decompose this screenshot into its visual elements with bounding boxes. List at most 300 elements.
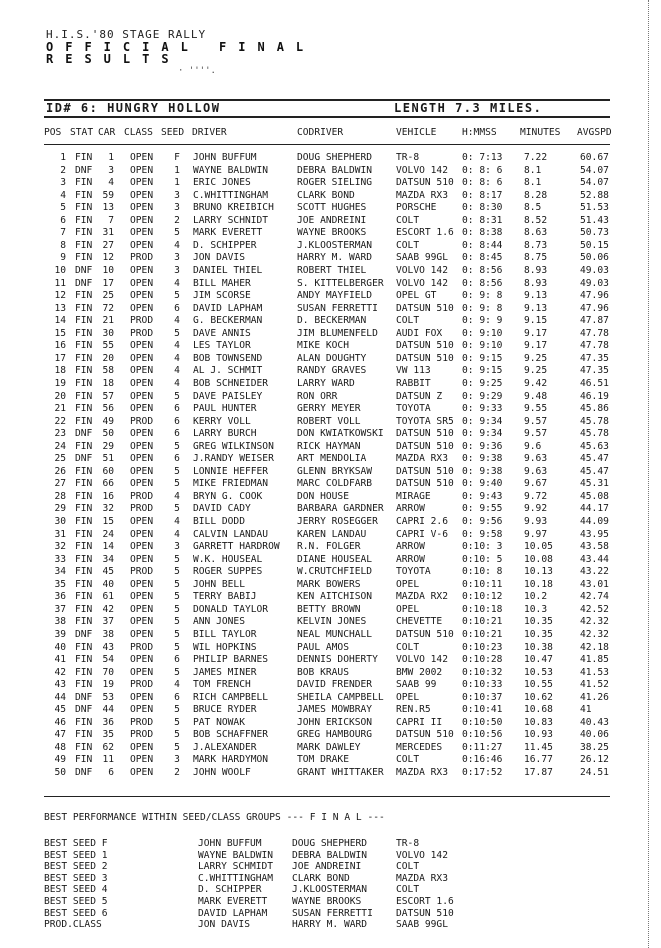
cell-driver: JIM SCORSE (193, 290, 251, 302)
cell-codriver: DIANE HOUSEAL (297, 553, 373, 565)
cell-vehicle: CAPRI II (396, 716, 443, 728)
cell-pos: 4 (60, 189, 66, 201)
cell-status: FIN (75, 528, 93, 540)
cell-avg-speed: 50.15 (580, 239, 609, 251)
cell-minutes: 9.63 (524, 465, 548, 477)
best-driver: D. SCHIPPER (198, 884, 262, 896)
cell-seed: 3 (174, 252, 180, 264)
cell-status: FIN (75, 566, 93, 578)
cell-codriver: BETTY BROWN (297, 603, 361, 615)
cell-codriver: D. BECKERMAN (297, 315, 367, 327)
cell-class: OPEN (130, 754, 154, 766)
best-performance-title: BEST PERFORMANCE WITHIN SEED/CLASS GROUPS --- F I N A L --- (44, 812, 385, 823)
cell-avg-speed: 43.95 (580, 528, 609, 540)
cell-status: FIN (75, 352, 93, 364)
cell-car-number: 61 (102, 591, 114, 603)
cell-time: 0: 9:58 (462, 528, 503, 540)
cell-minutes: 10.05 (524, 541, 553, 552)
cell-time: 0: 9:38 (462, 465, 503, 477)
cell-pos: 11 (54, 277, 66, 289)
cell-avg-speed: 51.43 (580, 214, 609, 226)
cell-minutes: 9.57 (524, 428, 548, 440)
best-row (0, 850, 661, 861)
cell-time: 0:10: 8 (462, 566, 503, 578)
cell-car-number: 43 (102, 641, 114, 653)
cell-vehicle: COLT (396, 641, 420, 653)
table-row (0, 579, 661, 591)
cell-seed: 5 (174, 478, 180, 490)
cell-avg-speed: 45.47 (580, 465, 609, 477)
best-row (0, 873, 661, 884)
cell-car-number: 50 (102, 428, 114, 440)
cell-vehicle: MAZDA RX3 (396, 767, 448, 778)
cell-pos: 24 (54, 440, 66, 452)
cell-avg-speed: 43.58 (580, 541, 609, 552)
cell-car-number: 14 (102, 541, 114, 552)
cell-seed: F (174, 152, 180, 163)
cell-class: OPEN (130, 264, 154, 276)
cell-pos: 33 (54, 553, 66, 565)
cell-avg-speed: 51.53 (580, 202, 609, 214)
cell-vehicle: OPEL (396, 578, 420, 590)
cell-status: FIN (75, 340, 93, 352)
cell-minutes: 9.55 (524, 403, 548, 414)
cell-minutes: 9.72 (524, 490, 548, 502)
cell-seed: 1 (174, 177, 180, 189)
cell-vehicle: ARROW (396, 553, 425, 565)
cell-codriver: BOB KRAUS (297, 666, 349, 678)
cell-status: FIN (75, 666, 93, 678)
cell-status: DNF (75, 164, 93, 176)
cell-driver: WIL HOPKINS (193, 641, 257, 653)
table-row (0, 704, 661, 716)
table-row (0, 654, 661, 666)
cell-minutes: 9.63 (524, 453, 548, 465)
cell-class: OPEN (130, 553, 154, 565)
cell-codriver: S. KITTELBERGER (297, 277, 384, 289)
cell-codriver: DEBRA BALDWIN (297, 164, 373, 176)
cell-seed: 5 (174, 465, 180, 477)
cell-driver: DAVE PAISLEY (193, 390, 263, 402)
cell-minutes: 10.83 (524, 716, 553, 728)
cell-pos: 30 (54, 516, 66, 527)
cell-car-number: 53 (102, 691, 114, 703)
cell-time: 0: 9:15 (462, 352, 503, 364)
cell-time: 0: 8:45 (462, 252, 503, 264)
cell-status: FIN (75, 415, 93, 427)
cell-seed: 5 (174, 616, 180, 628)
cell-car-number: 18 (102, 377, 114, 389)
cell-time: 0:11:27 (462, 741, 503, 753)
best-vehicle: MAZDA RX3 (396, 872, 448, 884)
cell-vehicle: VOLVO 142 (396, 264, 448, 276)
cell-minutes: 9.93 (524, 516, 548, 527)
cell-minutes: 10.3 (524, 603, 548, 615)
table-row (0, 679, 661, 691)
cell-minutes: 9.6 (524, 440, 542, 452)
cell-car-number: 70 (102, 666, 114, 678)
cell-minutes: 10.93 (524, 729, 553, 741)
cell-status: FIN (75, 679, 93, 691)
cell-pos: 22 (54, 415, 66, 427)
cell-avg-speed: 42.18 (580, 641, 609, 653)
cell-class: OPEN (130, 189, 154, 201)
cell-time: 0:10:23 (462, 641, 503, 653)
cell-pos: 32 (54, 541, 66, 552)
best-row (0, 896, 661, 907)
cell-time: 0: 9:38 (462, 453, 503, 465)
cell-car-number: 31 (102, 227, 114, 239)
cell-time: 0:17:52 (462, 767, 503, 778)
best-driver: JON DAVIS (198, 919, 250, 931)
best-codriver: WAYNE BROOKS (292, 896, 362, 907)
cell-avg-speed: 42.32 (580, 628, 609, 640)
cell-codriver: PAUL AMOS (297, 641, 349, 653)
cell-pos: 44 (54, 691, 66, 703)
cell-vehicle: COLT (396, 214, 420, 226)
cell-pos: 28 (54, 490, 66, 502)
cell-vehicle: DATSUN 510 (396, 478, 454, 490)
table-row (0, 503, 661, 515)
cell-status: FIN (75, 729, 93, 741)
cell-avg-speed: 40.43 (580, 716, 609, 728)
cell-car-number: 40 (102, 578, 114, 590)
cell-time: 0: 8:31 (462, 214, 503, 226)
cell-class: OPEN (130, 654, 154, 665)
cell-minutes: 10.18 (524, 578, 553, 590)
cell-class: OPEN (130, 591, 154, 603)
cell-codriver: CLARK BOND (297, 189, 355, 201)
cell-class: OPEN (130, 214, 154, 226)
cell-minutes: 8.93 (524, 277, 548, 289)
cell-minutes: 9.57 (524, 415, 548, 427)
cell-avg-speed: 26.12 (580, 754, 609, 766)
cell-minutes: 10.08 (524, 553, 553, 565)
cell-seed: 4 (174, 516, 180, 527)
cell-status: DNF (75, 691, 93, 703)
cell-status: DNF (75, 704, 93, 716)
cell-status: FIN (75, 603, 93, 615)
cell-class: PROD (130, 566, 154, 578)
cell-time: 0:10:11 (462, 578, 503, 590)
cell-class: PROD (130, 252, 154, 264)
cell-vehicle: TOYOTA (396, 403, 431, 414)
cell-seed: 2 (174, 214, 180, 226)
cell-pos: 38 (54, 616, 66, 628)
cell-codriver: JAMES MOWBRAY (297, 704, 373, 716)
cell-codriver: NEAL MUNCHALL (297, 628, 373, 640)
cell-vehicle: OPEL (396, 691, 420, 703)
cell-avg-speed: 45.86 (580, 403, 609, 414)
cell-car-number: 11 (102, 754, 114, 766)
cell-seed: 4 (174, 239, 180, 251)
cell-driver: MARK HARDYMON (193, 754, 269, 766)
cell-class: OPEN (130, 578, 154, 590)
cell-vehicle: DATSUN 510 (396, 352, 454, 364)
cell-codriver: GRANT WHITTAKER (297, 767, 384, 778)
best-vehicle: VOLVO 142 (396, 849, 448, 861)
cell-minutes: 10.2 (524, 591, 548, 603)
table-row (0, 491, 661, 503)
cell-time: 0:10:56 (462, 729, 503, 741)
cell-car-number: 15 (102, 516, 114, 527)
cell-pos: 46 (54, 716, 66, 728)
cell-driver: ROGER SUPPES (193, 566, 263, 578)
table-row (0, 754, 661, 766)
cell-driver: D. SCHIPPER (193, 239, 257, 251)
cell-vehicle: ARROW (396, 503, 425, 515)
cell-avg-speed: 41.53 (580, 666, 609, 678)
cell-codriver: RON ORR (297, 390, 338, 402)
cell-codriver: SHEILA CAMPBELL (297, 691, 384, 703)
cell-time: 0:10:50 (462, 716, 503, 728)
cell-driver: BOB SCHNEIDER (193, 377, 269, 389)
cell-minutes: 9.25 (524, 352, 548, 364)
cell-minutes: 9.15 (524, 315, 548, 327)
cell-seed: 4 (174, 315, 180, 327)
cell-car-number: 32 (102, 503, 114, 515)
table-row (0, 177, 661, 189)
col-time: H:MMSS (462, 127, 497, 138)
cell-car-number: 1 (108, 152, 114, 163)
cell-time: 0:10:21 (462, 616, 503, 628)
cell-vehicle: RABBIT (396, 377, 431, 389)
cell-avg-speed: 47.78 (580, 340, 609, 352)
cell-status: FIN (75, 754, 93, 766)
stage-length: LENGTH 7.3 MILES. (394, 101, 543, 115)
cell-vehicle: DATSUN 510 (396, 340, 454, 352)
best-vehicle: COLT (396, 884, 420, 896)
cell-class: OPEN (130, 516, 154, 527)
cell-vehicle: COLT (396, 754, 420, 766)
cell-codriver: LARRY WARD (297, 377, 355, 389)
table-row (0, 340, 661, 352)
stage-bar (44, 99, 610, 118)
cell-status: FIN (75, 478, 93, 490)
cell-class: OPEN (130, 227, 154, 239)
cell-driver: G. BECKERMAN (193, 315, 263, 327)
cell-car-number: 3 (108, 164, 114, 176)
cell-car-number: 42 (102, 603, 114, 615)
table-row (0, 303, 661, 315)
cell-vehicle: DATSUN 510 (396, 302, 454, 314)
best-label: PROD.CLASS (44, 919, 102, 931)
table-row (0, 742, 661, 754)
cell-time: 0: 9: 8 (462, 290, 503, 302)
table-row (0, 365, 661, 377)
cell-codriver: RANDY GRAVES (297, 365, 367, 377)
cell-avg-speed: 42.52 (580, 603, 609, 615)
cell-time: 0: 8:44 (462, 239, 503, 251)
cell-minutes: 10.55 (524, 679, 553, 691)
cell-vehicle: DATSUN 510 (396, 465, 454, 477)
table-row (0, 290, 661, 302)
cell-pos: 10 (54, 264, 66, 276)
cell-time: 0: 8:30 (462, 202, 503, 214)
cell-vehicle: TOYOTA SR5 (396, 415, 454, 427)
cell-minutes: 17.87 (524, 767, 553, 778)
cell-driver: ERIC JONES (193, 177, 251, 189)
cell-minutes: 8.63 (524, 227, 548, 239)
best-row (0, 884, 661, 895)
cell-minutes: 9.13 (524, 302, 548, 314)
results-heading: RESULTS (46, 52, 181, 66)
cell-minutes: 9.17 (524, 327, 548, 339)
cell-avg-speed: 44.17 (580, 503, 609, 515)
cell-pos: 35 (54, 578, 66, 590)
cell-car-number: 19 (102, 679, 114, 691)
cell-class: OPEN (130, 177, 154, 189)
cell-pos: 14 (54, 315, 66, 327)
cell-minutes: 8.1 (524, 164, 542, 176)
cell-class: OPEN (130, 302, 154, 314)
cell-car-number: 25 (102, 290, 114, 302)
cell-status: FIN (75, 327, 93, 339)
cell-avg-speed: 43.01 (580, 578, 609, 590)
cell-class: PROD (130, 641, 154, 653)
cell-avg-speed: 60.67 (580, 152, 609, 163)
cell-car-number: 62 (102, 741, 114, 753)
cell-minutes: 9.17 (524, 340, 548, 352)
cell-codriver: R.N. FOLGER (297, 541, 361, 552)
cell-car-number: 27 (102, 239, 114, 251)
cell-pos: 49 (54, 754, 66, 766)
cell-car-number: 16 (102, 490, 114, 502)
cell-class: OPEN (130, 628, 154, 640)
cell-car-number: 35 (102, 729, 114, 741)
best-codriver: CLARK BOND (292, 872, 350, 884)
table-row (0, 642, 661, 654)
cell-codriver: WAYNE BROOKS (297, 227, 367, 239)
official-final-heading: OFFICIAL FINAL (46, 40, 316, 54)
cell-driver: BOB SCHAFFNER (193, 729, 269, 741)
table-row (0, 717, 661, 729)
cell-driver: GARRETT HARDROW (193, 541, 280, 552)
cell-seed: 5 (174, 390, 180, 402)
cell-car-number: 6 (108, 767, 114, 778)
cell-avg-speed: 38.25 (580, 741, 609, 753)
cell-class: PROD (130, 490, 154, 502)
cell-class: OPEN (130, 528, 154, 540)
cell-vehicle: CHEVETTE (396, 616, 443, 628)
cell-class: OPEN (130, 465, 154, 477)
col-stat: STAT (70, 127, 94, 138)
cell-car-number: 38 (102, 628, 114, 640)
cell-car-number: 49 (102, 415, 114, 427)
cell-class: OPEN (130, 603, 154, 615)
cell-minutes: 10.35 (524, 628, 553, 640)
best-driver: JOHN BUFFUM (198, 838, 262, 849)
table-row (0, 278, 661, 290)
cell-car-number: 37 (102, 616, 114, 628)
cell-seed: 5 (174, 503, 180, 515)
cell-class: OPEN (130, 478, 154, 490)
cell-vehicle: MAZDA RX2 (396, 591, 448, 603)
cell-avg-speed: 41.52 (580, 679, 609, 691)
cell-time: 0: 8:38 (462, 227, 503, 239)
cell-status: DNF (75, 453, 93, 465)
cell-car-number: 45 (102, 566, 114, 578)
cell-class: PROD (130, 327, 154, 339)
cell-vehicle: TR-8 (396, 152, 420, 163)
cell-pos: 18 (54, 365, 66, 377)
cell-codriver: JIM BLUMENFELD (297, 327, 378, 339)
cell-time: 0:10:32 (462, 666, 503, 678)
cell-car-number: 12 (102, 252, 114, 264)
cell-time: 0: 8: 6 (462, 164, 503, 176)
cell-seed: 6 (174, 428, 180, 440)
cell-seed: 4 (174, 277, 180, 289)
cell-time: 0: 9: 9 (462, 315, 503, 327)
cell-seed: 4 (174, 377, 180, 389)
cell-status: FIN (75, 516, 93, 527)
cell-pos: 37 (54, 603, 66, 615)
stage-id: ID# 6: HUNGRY HOLLOW (46, 101, 221, 115)
cell-vehicle: VOLVO 142 (396, 654, 448, 665)
cell-pos: 42 (54, 666, 66, 678)
best-label: BEST SEED F (44, 838, 108, 849)
col-driver: DRIVER (192, 127, 227, 138)
cell-class: OPEN (130, 616, 154, 628)
cell-status: FIN (75, 227, 93, 239)
cell-avg-speed: 46.51 (580, 377, 609, 389)
table-row (0, 566, 661, 578)
cell-codriver: KAREN LANDAU (297, 528, 367, 540)
cell-avg-speed: 45.78 (580, 428, 609, 440)
cell-class: OPEN (130, 453, 154, 465)
cell-class: OPEN (130, 428, 154, 440)
cell-avg-speed: 47.78 (580, 327, 609, 339)
cell-vehicle: PORSCHE (396, 202, 437, 214)
cell-seed: 5 (174, 591, 180, 603)
cell-status: FIN (75, 152, 93, 163)
cell-codriver: MARK DAWLEY (297, 741, 361, 753)
cell-vehicle: DATSUN 510 (396, 628, 454, 640)
cell-time: 0:10: 5 (462, 553, 503, 565)
cell-avg-speed: 47.35 (580, 365, 609, 377)
cell-vehicle: ARROW (396, 541, 425, 552)
cell-avg-speed: 24.51 (580, 767, 609, 778)
cell-seed: 3 (174, 754, 180, 766)
cell-minutes: 9.25 (524, 365, 548, 377)
cell-driver: AL J. SCHMIT (193, 365, 263, 377)
cell-minutes: 9.92 (524, 503, 548, 515)
cell-avg-speed: 54.07 (580, 177, 609, 189)
cell-seed: 5 (174, 704, 180, 716)
cell-vehicle: DATSUN 510 (396, 440, 454, 452)
cell-status: FIN (75, 716, 93, 728)
cell-vehicle: DATSUN Z (396, 390, 443, 402)
cell-pos: 45 (54, 704, 66, 716)
cell-seed: 3 (174, 202, 180, 214)
cell-time: 0: 8: 6 (462, 177, 503, 189)
best-label: BEST SEED 4 (44, 884, 108, 896)
best-driver: LARRY SCHMIDT (198, 861, 274, 873)
best-driver: MARK EVERETT (198, 896, 268, 907)
table-row (0, 478, 661, 490)
cell-status: FIN (75, 591, 93, 603)
cell-pos: 43 (54, 679, 66, 691)
cell-car-number: 57 (102, 390, 114, 402)
best-label: BEST SEED 6 (44, 907, 108, 919)
cell-pos: 29 (54, 503, 66, 515)
cell-time: 0: 9:40 (462, 478, 503, 490)
cell-minutes: 9.42 (524, 377, 548, 389)
best-label: BEST SEED 5 (44, 896, 108, 907)
cell-class: OPEN (130, 666, 154, 678)
cell-avg-speed: 44.09 (580, 516, 609, 527)
cell-codriver: BARBARA GARDNER (297, 503, 384, 515)
